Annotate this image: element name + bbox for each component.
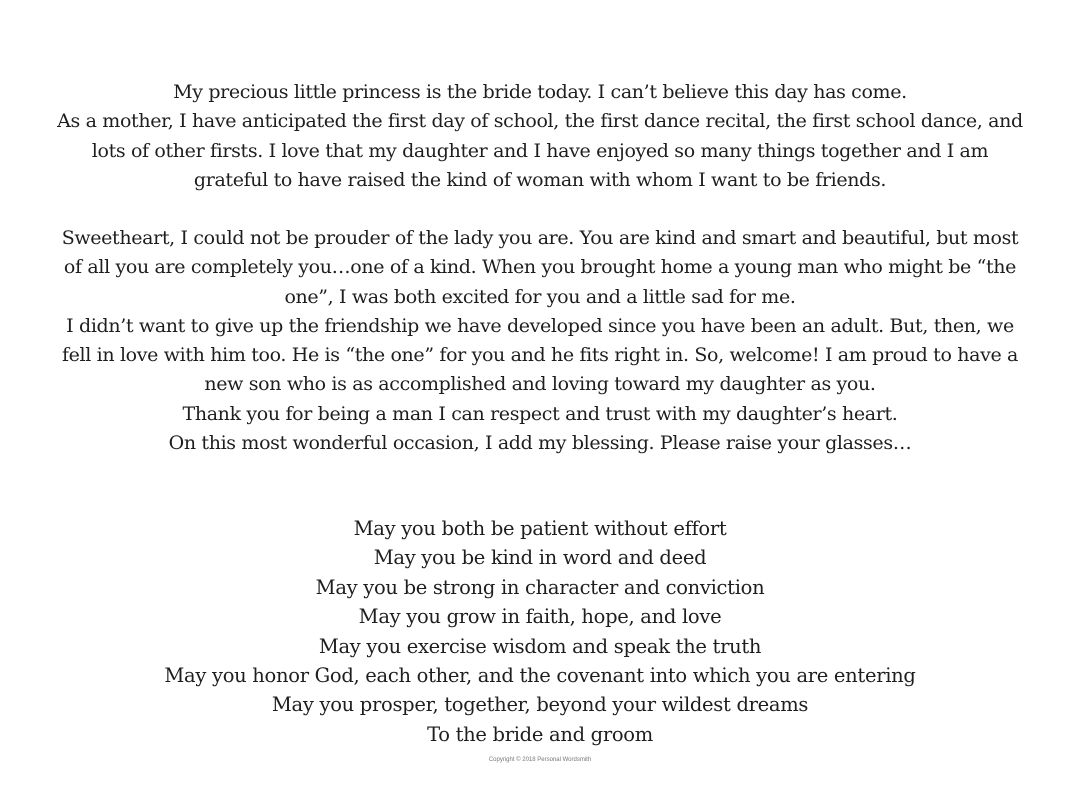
poem-line: May you exercise wisdom and speak the truth [318,634,762,658]
text-line: Sweetheart, I could not be prouder of the lady you are. You are kind and smart and beautiful, but most [61,227,1019,249]
poem-line: May you both be patient without effort [353,517,727,540]
text-line: As a mother, I have anticipated the first day of school, the first dance recital, the first school dance, and [57,110,1023,133]
text-line: My precious little princess is the bride today. I can’t believe this day has come. [173,81,907,103]
copyright-notice: Copyright © 2018 Personal Wordsmith [488,757,592,763]
poem-line: To the bride and groom [427,722,653,746]
text-line: On this most wonderful occasion, I add my blessing. Please raise your glasses… [168,432,912,455]
text-line: fell in love with him too. He is “the one” for you and he fits right in. So, welcome! I am proud to have a [61,344,1019,367]
text-line: grateful to have raised the kind of woman with whom I want to be friends. [193,168,887,191]
groom-welcome-paragraph [0,224,1080,458]
text-line: one”, I was both excited for you and a little sad for me. [284,285,796,308]
poem-line: May you honor God, each other, and the covenant into which you are entering [164,664,916,688]
blessing-poem [0,514,1080,749]
text-line: lots of other firsts. I love that my daughter and I have enjoyed so many things together and I am [91,139,989,162]
poem-line: May you be strong in character and conviction [315,575,765,599]
text-line: new son who is as accomplished and loving toward my daughter as you. [204,373,876,396]
opening-paragraph [0,78,1080,195]
text-line: Thank you for being a man I can respect and trust with my daughter’s heart. [182,402,898,425]
poem-line: May you prosper, together, beyond your wildest dreams [271,693,809,717]
text-line: of all you are completely you…one of a kind. When you brought home a young man who might be “the [63,256,1017,279]
poem-line: May you be kind in word and deed [373,546,707,570]
text-line: I didn’t want to give up the friendship we have developed since you have been an adult. But, then, we [66,314,1014,337]
poem-line: May you grow in faith, hope, and love [358,605,722,629]
